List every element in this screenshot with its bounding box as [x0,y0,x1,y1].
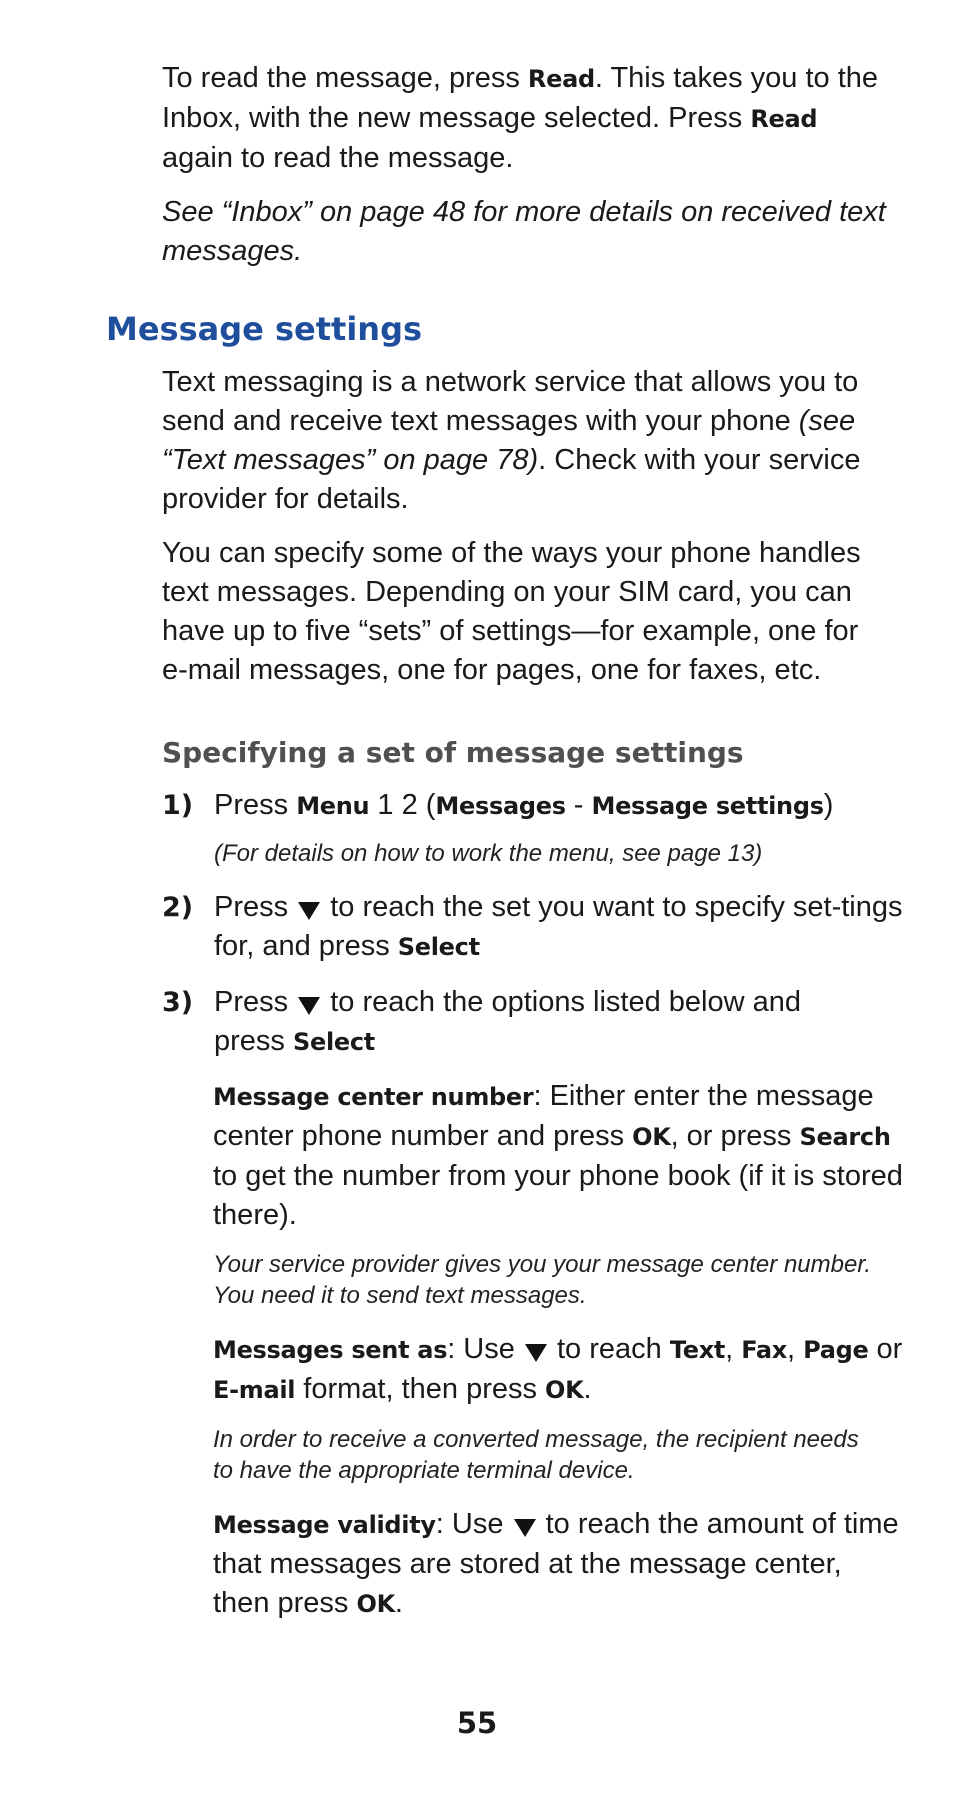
down-arrow-icon [525,1344,547,1362]
subsection-heading: Specifying a set of message settings [162,736,744,769]
step-instruction [214,786,904,826]
text: Press [214,891,297,923]
step-body [214,888,904,967]
text: , or press [670,1120,800,1152]
text: : Use [435,1508,512,1540]
option-note: Your service provider gives you your message center number. You need it to send text messages. [213,1251,872,1309]
text: - [565,789,592,821]
key-message-validity: Message validity [213,1511,436,1539]
text: to reach [548,1333,670,1365]
key-text: Text [669,1336,726,1364]
text: to reach the options listed below and press [214,986,801,1057]
text: Press [214,789,297,821]
step-number: 3) [162,987,194,1018]
text: : Use [447,1333,523,1365]
step-number: 2) [162,892,194,923]
step-note: (For details on how to work the menu, see page 13) [214,840,763,867]
option-message-validity [213,1505,903,1624]
key-select: Select [292,1028,375,1056]
intro-reference: See “Inbox” on page 48 for more details on received text messages. [162,196,886,267]
text: 1 2 ( [369,789,436,821]
text: to get the number from your phone book (if it is stored there). [213,1160,903,1231]
text: , [725,1333,742,1365]
text: or [868,1333,903,1365]
text: to reach the set you want to specify set-tings for, and press [214,891,903,962]
text: . This takes you to the Inbox, with the new message selected. Press [162,62,879,134]
down-arrow-icon [514,1519,536,1537]
key-read: Read [750,105,818,133]
text: again to read the message. [162,142,514,174]
intro-paragraph [162,59,892,178]
option-note: In order to receive a converted message, the recipient needs to have the appropriate terminal device. [213,1426,859,1484]
page-number: 55 [456,1706,498,1740]
key-search: Search [799,1123,891,1151]
page-reference: (see “Text messages” on page 78) [162,405,856,476]
key-messages-sent-as: Messages sent as [213,1336,448,1364]
down-arrow-icon [298,902,320,920]
section-paragraph-1 [162,363,892,519]
key-page: Page [803,1336,869,1364]
step-body [214,786,904,869]
intro-block [162,59,892,286]
option-messages-sent-as [213,1330,903,1486]
option-description [213,1505,903,1624]
text: Press [214,986,297,1018]
key-ok: OK [545,1376,584,1404]
text: to reach the amount of time that messages are stored at the message center, then press [213,1508,899,1619]
key-menu: Menu [296,792,370,820]
key-fax: Fax [741,1336,787,1364]
key-message-center-number: Message center number [213,1083,534,1111]
down-arrow-icon [298,997,320,1015]
section-paragraph-2: You can specify some of the ways your phone handles text messages. Depending on your SIM card, you can have up to five “sets” of settings—for example, one for e-mail messages, one for pages, one for faxes, etc. [162,537,861,686]
text: : Either enter the message center phone number and press [213,1080,874,1152]
step-number: 1) [162,790,194,821]
key-read: Read [527,65,595,93]
text: Text messaging is a network service that allows you to send and receive text messages with your phone [162,366,859,437]
step-body [214,983,874,1062]
key-message-settings: Message settings [591,792,824,820]
text: format, then press [295,1373,546,1405]
text: . [394,1587,403,1619]
text: ) [823,789,834,821]
option-description [213,1330,903,1410]
section-block [162,363,892,705]
text: . Check with your service provider for details. [162,444,861,515]
text: , [786,1333,804,1365]
key-ok: OK [632,1123,671,1151]
key-select: Select [397,933,480,961]
key-ok: OK [356,1590,395,1618]
option-message-center-number [213,1077,903,1311]
key-messages: Messages [435,792,566,820]
key-email: E-mail [213,1376,296,1404]
text: . [583,1373,592,1405]
text: To read the message, press [162,62,528,94]
section-heading: Message settings [106,310,423,348]
option-description [213,1077,903,1235]
